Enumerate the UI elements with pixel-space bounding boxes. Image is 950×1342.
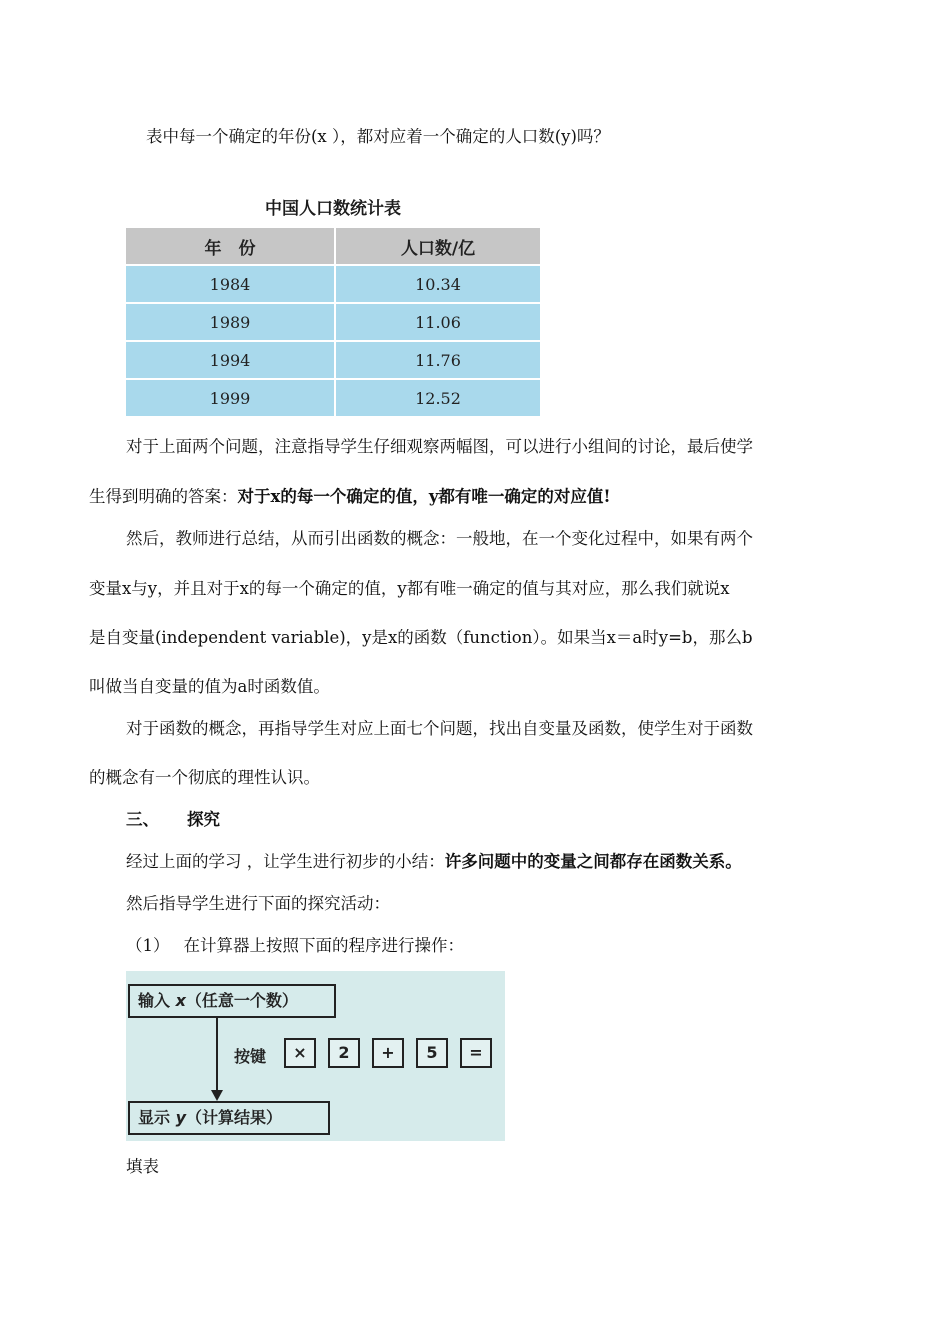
equals-key: = [460, 1038, 492, 1068]
section-heading [126, 809, 220, 831]
paragraph-3-line-1: 对于函数的概念，再指导学生对应上面七个问题，找出自变量及函数，使学生对于函数 [126, 719, 753, 738]
paragraph-3-line-2: 的概念有一个彻底的理性认识。 [89, 768, 320, 787]
population-column-header: 人口数/亿 [335, 228, 540, 265]
table-row [126, 379, 540, 416]
display-box [128, 1101, 330, 1135]
population-cell: 12.52 [335, 379, 540, 416]
table-row [126, 341, 540, 379]
question-line: 表中每一个确定的年份(x ），都对应着一个确定的人口数(y)吗？ [146, 127, 610, 146]
step-1-line [126, 935, 464, 957]
answer-lead-text: 生得到明确的答案： [89, 487, 238, 506]
digit-2-key: 2 [328, 1038, 360, 1068]
arrow-down-icon [211, 1090, 223, 1101]
population-table-caption: 中国人口数统计表 [265, 199, 401, 219]
step-number: （1） [126, 936, 170, 955]
digit-5-key: 5 [416, 1038, 448, 1068]
input-note: （任意一个数） [185, 991, 298, 1010]
paragraph-2-line-2: 变量x与y，并且对于x的每一个确定的值，y都有唯一确定的值与其对应，那么我们就说x [89, 579, 730, 598]
summary-lead-text: 经过上面的学习 ，让学生进行初步的小结： [126, 852, 445, 871]
table-row [126, 265, 540, 303]
input-variable: x [175, 991, 186, 1010]
summary-emphasis: 许多问题中的变量之间都存在函数关系。 [444, 852, 742, 871]
year-cell: 1994 [126, 341, 335, 379]
flow-arrow-line [216, 1018, 218, 1092]
year-cell: 1984 [126, 265, 335, 303]
input-label: 输入 [138, 991, 171, 1010]
population-table-figure [126, 190, 540, 412]
population-table [126, 228, 540, 416]
table-row [126, 303, 540, 341]
year-cell: 1999 [126, 379, 335, 416]
keys-label: 按键 [234, 1047, 267, 1066]
paragraph-1-line-1: 对于上面两个问题，注意指导学生仔细观察两幅图，可以进行小组间的讨论，最后使学 [126, 437, 753, 456]
answer-emphasis: 对于x的每一个确定的值，y都有唯一确定的对应值! [237, 487, 611, 506]
summary-line [126, 851, 742, 873]
paragraph-2-line-4: 叫做当自变量的值为a时函数值。 [89, 677, 330, 696]
calculator-flow-figure [126, 971, 505, 1141]
display-note: （计算结果） [186, 1108, 283, 1127]
table-header-row [126, 228, 540, 265]
section-number: 三、 [126, 810, 159, 829]
plus-key: + [372, 1038, 404, 1068]
fill-table-label: 填表 [126, 1157, 159, 1176]
year-cell: 1989 [126, 303, 335, 341]
paragraph-1-line-2 [89, 486, 611, 508]
activity-intro: 然后指导学生进行下面的探究活动： [126, 894, 390, 913]
population-cell: 10.34 [335, 265, 540, 303]
input-box [128, 984, 336, 1018]
paragraph-2-line-1: 然后，教师进行总结，从而引出函数的概念：一般地，在一个变化过程中，如果有两个 [126, 529, 753, 548]
step-text: 在计算器上按照下面的程序进行操作： [183, 936, 464, 955]
display-variable: y [175, 1108, 187, 1127]
section-title: 探究 [187, 810, 220, 829]
year-column-header: 年 份 [126, 228, 335, 265]
paragraph-2-line-3: 是自变量(independent variable)，y是x的函数（function）。如果当x＝a时y=b，那么b [89, 628, 753, 647]
multiply-key: × [284, 1038, 316, 1068]
population-cell: 11.76 [335, 341, 540, 379]
population-cell: 11.06 [335, 303, 540, 341]
display-label: 显示 [138, 1108, 171, 1127]
